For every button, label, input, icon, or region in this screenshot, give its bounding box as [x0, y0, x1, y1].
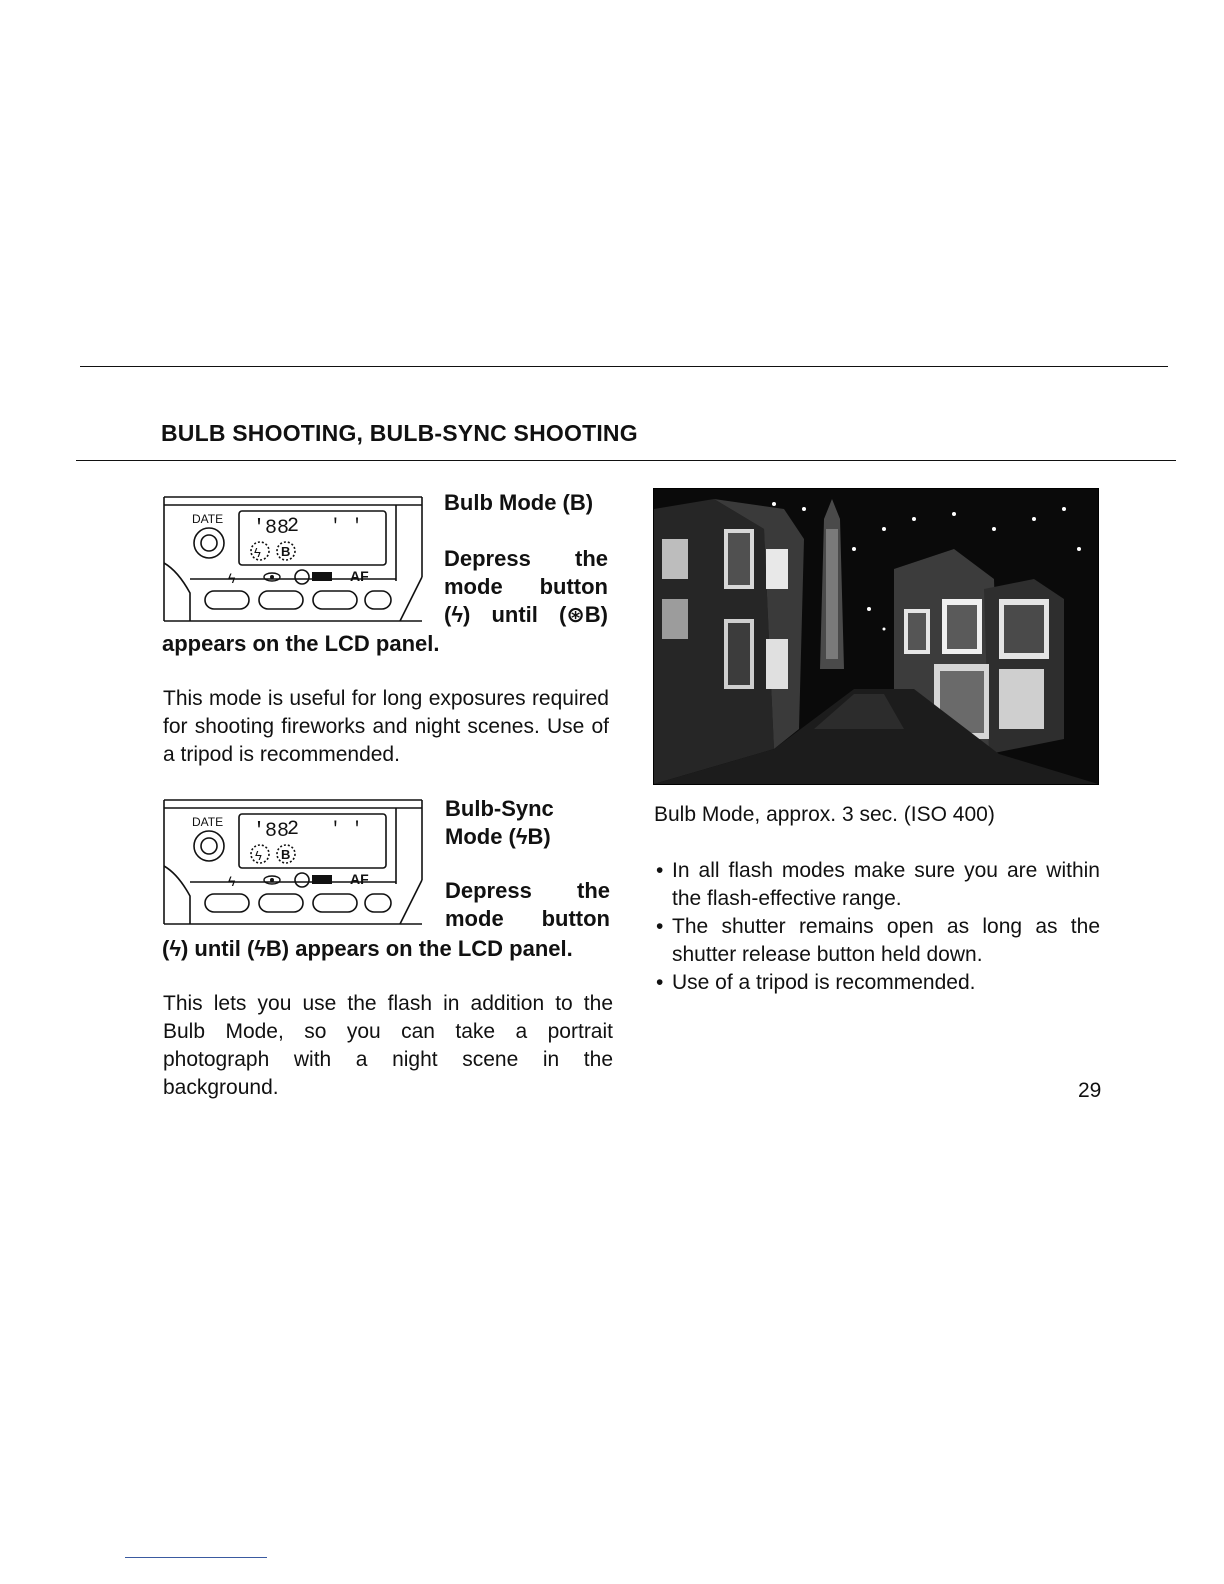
bulb-sync-heading-line2: Mode (ϟB): [445, 824, 551, 849]
svg-text:'88: '88: [253, 517, 290, 540]
bulb-sync-instruction-line1: Depress the: [445, 878, 610, 903]
lcd-panel-bulb-illustration: [160, 493, 430, 625]
night-scene-drawing: [654, 489, 1098, 784]
svg-text:' ': ' ': [330, 517, 363, 537]
lcd-date-label: DATE: [192, 512, 224, 526]
bulb-mode-heading: Bulb Mode (B): [444, 490, 594, 515]
note-item: • Use of a tripod is recommended.: [654, 969, 1100, 997]
page-number: 29: [1078, 1079, 1102, 1102]
svg-text:2: 2: [287, 818, 300, 841]
lcd-mode-b-2: B: [281, 847, 291, 862]
note-item: • The shutter remains open as long as the shutter release button held down.: [654, 913, 1100, 969]
night-scene-photo: [653, 488, 1099, 785]
page-title: BULB SHOOTING, BULB-SYNC SHOOTING: [161, 420, 638, 446]
top-rule: [80, 366, 1168, 367]
bulb-instruction-line4: appears on the LCD panel.: [162, 631, 440, 656]
notes-list: [654, 857, 1100, 997]
lcd-date-label-2: DATE: [192, 815, 224, 829]
bottom-edge-mark: [125, 1557, 267, 1558]
title-underline: [76, 460, 1176, 461]
bulb-instruction-line1: Depress the: [444, 546, 608, 571]
bulb-description: This mode is useful for long exposures required for shooting fireworks and night scenes. Use of a tripod is recommended.: [163, 687, 609, 766]
bulb-sync-instruction-line3: (ϟ) until (ϟB) appears on the LCD panel.: [162, 936, 573, 961]
photo-caption: Bulb Mode, approx. 3 sec. (ISO 400): [654, 803, 995, 826]
lcd-af-label: AF: [350, 568, 369, 584]
svg-text:ϟ: ϟ: [255, 848, 262, 863]
svg-text:ϟ: ϟ: [228, 873, 236, 889]
svg-text:'88: '88: [253, 820, 290, 843]
bulb-sync-heading-line1: Bulb-Sync: [445, 796, 554, 821]
svg-text:ϟ: ϟ: [228, 570, 236, 586]
bulb-sync-description: This lets you use the flash in addition to the Bulb Mode, so you can take a portrait photograph with a night scene in the background.: [163, 992, 613, 1099]
lcd-mode-b: B: [281, 544, 291, 559]
svg-text:ϟ: ϟ: [254, 545, 261, 560]
svg-text:2: 2: [287, 515, 300, 538]
bulb-instruction-line3: (ϟ) until (⊛B): [444, 602, 608, 627]
note-item: • In all flash modes make sure you are within the flash-effective range.: [654, 857, 1100, 913]
bulb-sync-instruction-line2: mode button: [445, 906, 610, 931]
lcd-panel-bulb-sync-illustration: [160, 796, 430, 928]
svg-text:' ': ' ': [330, 820, 363, 840]
bulb-instruction-line2: mode button: [444, 574, 608, 599]
lcd-af-label-2: AF: [350, 871, 369, 887]
